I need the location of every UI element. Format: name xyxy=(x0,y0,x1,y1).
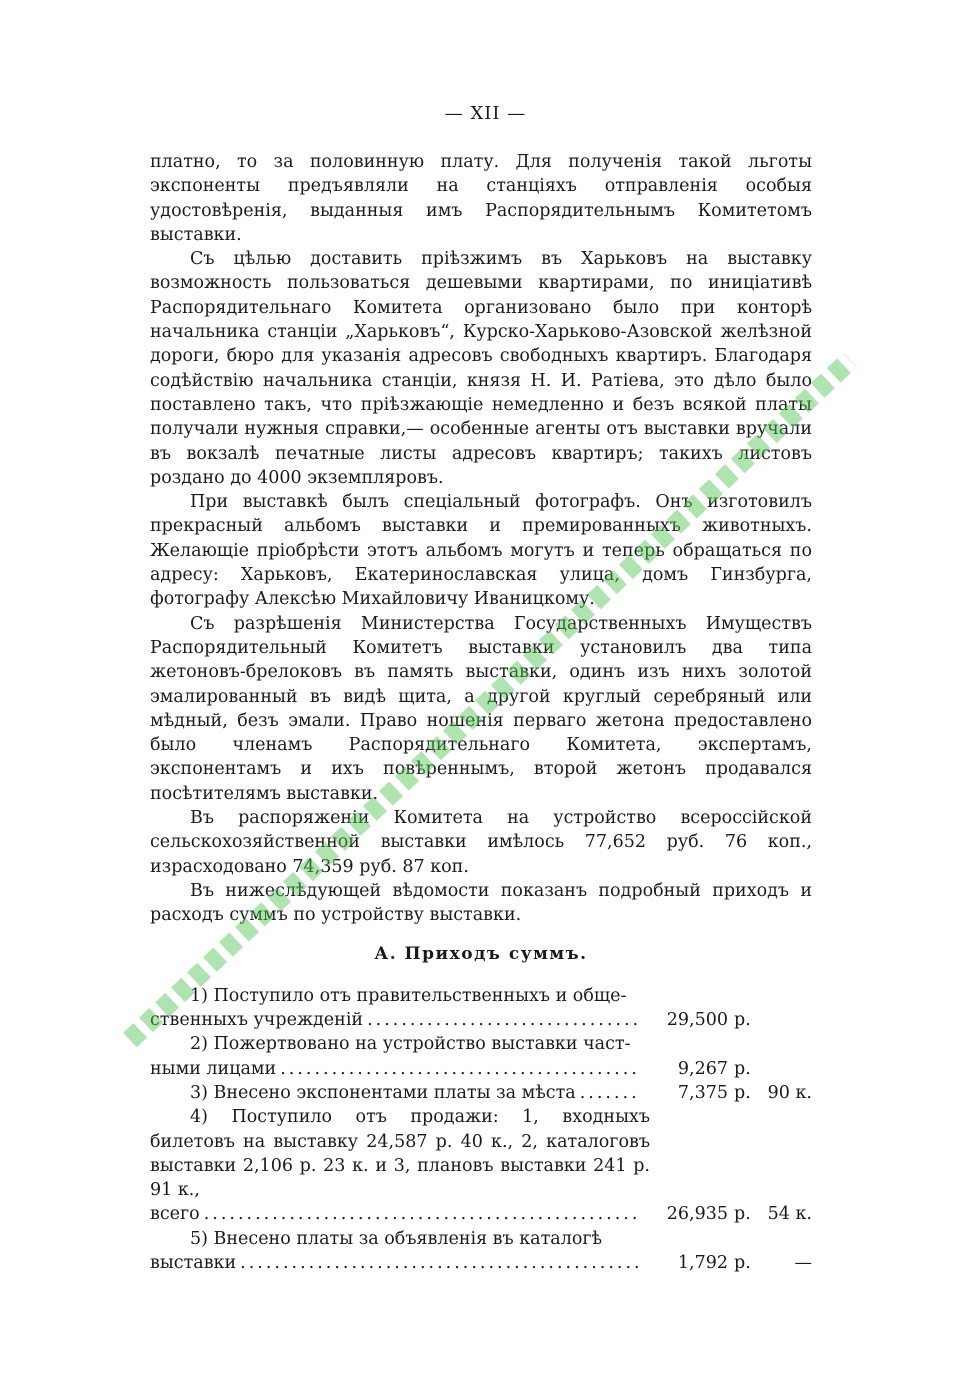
income-ledger xyxy=(150,984,812,1276)
entry-label: 3) Внесено экспонентами платы за мѣста xyxy=(190,1082,576,1103)
page-number: — XII — xyxy=(444,103,527,124)
entry-kop: — xyxy=(794,1253,812,1274)
paragraph-5: Въ распоряженіи Комитета на устройство всероссійской сельскохозяйственной выставки имѣлось 77,652 руб. 76 коп., израсходовано 74,359 руб. 87 коп. xyxy=(150,808,812,877)
entry-description: 1) Поступило отъ правительственныхъ и обще- xyxy=(190,985,627,1006)
entry-label: ственныхъ учрежденій xyxy=(150,1010,364,1031)
leader-dots xyxy=(367,1008,638,1032)
leader-dots xyxy=(580,1081,638,1105)
ledger-entry-3 xyxy=(150,1081,812,1105)
ledger-entry-4 xyxy=(150,1105,812,1226)
entry-description: 5) Внесено платы за объявленія въ каталогѣ xyxy=(190,1228,603,1249)
entry-rub: р. xyxy=(734,1253,751,1274)
ledger-entry-5 xyxy=(150,1227,812,1276)
paragraph-2: Съ цѣлью доставить пріѣзжимъ въ Харьковъ на выставку возможность пользоваться дешевыми квартирами, по иниціативѣ Распорядительнаго Комитета организовано было при конторѣ начальника станціи „Харьковъ“, Курско-Харьково-Азовской желѣзной дороги, бюро для указанія адресовъ свободныхъ квартиръ. Благодаря содѣйствію начальника станціи, князя Н. И. Ратіева, это дѣло было поставлено такъ, что пріѣзжающіе немедленно и безъ всякой платы получали нужныя справки,— особенные агенты отъ выставки вручали въ вокзалѣ печатные листы адресовъ квартиръ; такихъ листовъ роздано до 4000 экземпляровъ. xyxy=(150,249,812,488)
entry-rub: р. xyxy=(734,1058,751,1079)
leader-dots xyxy=(204,1202,638,1226)
ledger-entry-2 xyxy=(150,1032,812,1081)
entry-label: всего xyxy=(150,1204,200,1225)
entry-amount: 9,267 xyxy=(677,1058,728,1079)
entry-amount: 29,500 xyxy=(666,1010,728,1031)
entry-total-row xyxy=(150,1057,812,1081)
leader-dots xyxy=(280,1057,638,1081)
entry-total-row xyxy=(150,1251,812,1275)
entry-kop: 54 к. xyxy=(767,1204,812,1225)
entry-rub: р. xyxy=(734,1204,751,1225)
leader-dots xyxy=(240,1251,638,1275)
section-title: А. Приходъ суммъ. xyxy=(374,943,588,964)
entry-total-row xyxy=(150,1081,812,1105)
paragraph-6: Въ нижеслѣдующей вѣдомости показанъ подробный приходъ и расходъ суммъ по устройству выставки. xyxy=(150,880,812,926)
entry-label: ными лицами xyxy=(150,1058,277,1079)
entry-total-row xyxy=(150,1202,812,1226)
entry-description: 4) Поступило отъ продажи: 1, входныхъ билетовъ на выставку 24,587 р. 40 к., 2, каталоговъ выставки 2,106 р. 23 к. и 3, плановъ выставки 241 р. 91 к., xyxy=(150,1107,650,1201)
page-body xyxy=(150,150,812,1275)
entry-rub: р. xyxy=(734,1010,751,1031)
entry-amount: 1,792 xyxy=(677,1253,728,1274)
paragraph-1: платно, то за половинную плату. Для полученія такой льготы экспоненты предъявляли на станціяхъ отправленія особыя удостовѣренія, выданныя имъ Распорядительнымъ Комитетомъ выставки. xyxy=(150,152,812,245)
entry-description: 2) Пожертвовано на устройство выставки част- xyxy=(190,1034,631,1055)
paragraph-3: При выставкѣ былъ спеціальный фотографъ. Онъ изготовилъ прекрасный альбомъ выставки и премированныхъ животныхъ. Желающіе пріобрѣсти этотъ альбомъ могутъ и теперь обращаться по адресу: Харьковъ, Екатеринославская улица, домъ Гинзбурга, фотографу Алексѣю Михайловичу Иваницкому. xyxy=(150,492,812,610)
entry-amount: 26,935 xyxy=(666,1204,728,1225)
paragraph-4: Съ разрѣшенія Министерства Государственныхъ Имуществъ Распорядительный Комитетъ выставки установилъ два типа жетоновъ-брелоковъ въ память выставки, одинъ изъ нихъ золотой эмалированный въ видѣ щита, а другой круглый серебряный или мѣдный, безъ эмали. Право ношенія перваго жетона предоставлено было членамъ Распорядительнаго Комитета, экспертамъ, экспонентамъ и ихъ повѣреннымъ, второй жетонъ продавался посѣтителямъ выставки. xyxy=(150,613,812,804)
entry-label: выставки xyxy=(150,1253,237,1274)
entry-amount: 7,375 xyxy=(677,1082,728,1103)
entry-total-row xyxy=(150,1008,812,1032)
entry-rub: р. xyxy=(734,1082,751,1103)
entry-kop: 90 к. xyxy=(767,1082,812,1103)
ledger-entry-1 xyxy=(150,984,812,1033)
